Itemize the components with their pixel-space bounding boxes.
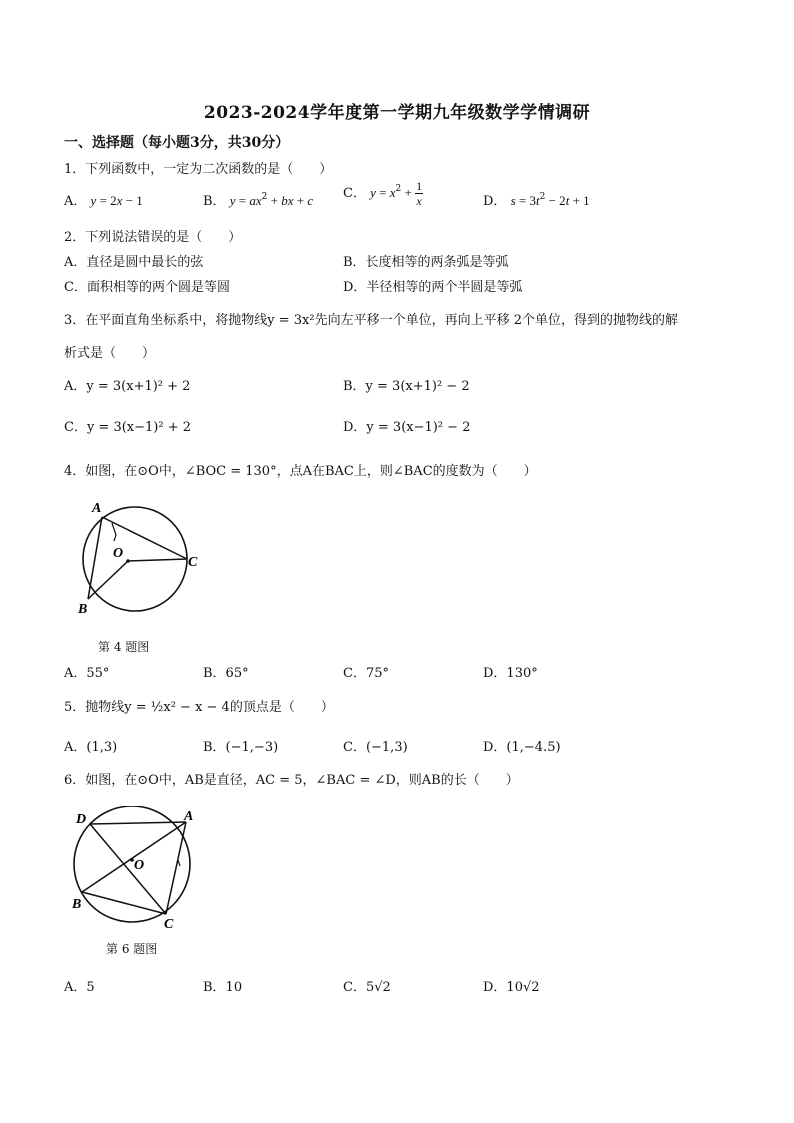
q1-option-a[interactable]: A． y = 2x − 1	[64, 193, 143, 209]
q6-label-d: D	[76, 812, 87, 827]
q2-option-a[interactable]: A．直径是圆中最长的弦	[64, 255, 204, 270]
q4-option-d[interactable]: D．130°	[483, 666, 538, 681]
q5-option-c[interactable]: C．(−1,3)	[343, 740, 408, 755]
q6-label-a: A	[184, 809, 194, 824]
option-label: B．	[203, 194, 226, 209]
q5-option-a[interactable]: A．(1,3)	[64, 740, 118, 755]
section-heading: 一、选择题（每小题3分，共30分）	[64, 135, 290, 151]
q4-stem: 4．如图，在⊙O中，∠BOC = 130°，点A在BAC上，则∠BAC的度数为（ ）	[64, 464, 537, 479]
q1-a-expr: y	[90, 193, 97, 208]
q4-circle-figure	[70, 495, 210, 620]
q6-option-b[interactable]: B．10	[203, 980, 243, 995]
q6-option-c[interactable]: C．5√2	[343, 980, 391, 995]
q6-label-o: O	[134, 858, 145, 873]
q4-label-b: B	[78, 602, 88, 617]
option-label: C．	[343, 186, 366, 201]
option-label: A．	[64, 194, 87, 209]
q3-option-a[interactable]: A．y = 3(x+1)² + 2	[64, 379, 191, 394]
q6-circle-figure	[66, 806, 206, 931]
q3-option-b[interactable]: B．y = 3(x+1)² − 2	[343, 379, 470, 394]
option-label: D．	[483, 194, 507, 209]
q6-stem: 6．如图，在⊙O中，AB是直径，AC = 5，∠BAC = ∠D，则AB的长（ ）	[64, 773, 519, 788]
q1-stem: 1．下列函数中，一定为二次函数的是（ ）	[64, 162, 333, 177]
page-title: 2023-2024学年度第一学期九年级数学学情调研	[203, 103, 591, 123]
q6-label-b: B	[72, 897, 82, 912]
q3-option-d[interactable]: D．y = 3(x−1)² − 2	[343, 420, 471, 435]
q1-option-d[interactable]: D． $s = 3t^2 - 2t + 1$	[483, 192, 590, 209]
q2-option-c[interactable]: C．面积相等的两个圆是等圆	[64, 280, 230, 295]
q4-option-a[interactable]: A．55°	[64, 666, 110, 681]
q2-option-d[interactable]: D．半径相等的两个半圆是等弧	[343, 280, 523, 295]
q6-label-c: C	[164, 917, 174, 931]
q4-label-o: O	[113, 546, 124, 561]
q1-option-b[interactable]: B． $y = ax^2$ + bx + c	[203, 192, 314, 209]
q2-stem: 2．下列说法错误的是（ ）	[64, 230, 242, 245]
q5-option-d[interactable]: D．(1,−4.5)	[483, 740, 561, 755]
q1-option-c[interactable]: C． $y = x^2$ + $\frac{1}{x}$	[343, 179, 423, 208]
q4-option-c[interactable]: C．75°	[343, 666, 389, 681]
q4-caption: 第 4 题图	[98, 640, 150, 654]
q6-caption: 第 6 题图	[106, 942, 158, 956]
q4-label-c: C	[188, 555, 198, 570]
q6-option-a[interactable]: A．5	[64, 980, 95, 995]
q5-option-b[interactable]: B．(−1,−3)	[203, 740, 279, 755]
q4-label-a: A	[92, 501, 102, 516]
q3-stem-line2: 析式是（ ）	[64, 346, 156, 361]
q2-option-b[interactable]: B．长度相等的两条弧是等弧	[343, 255, 509, 270]
q3-stem-line1: 3．在平面直角坐标系中，将抛物线y = 3x²先向左平移一个单位，再向上平移 2个单位，得到的抛物线的解	[64, 313, 678, 328]
q5-stem: 5．抛物线y = ½x² − x − 4的顶点是（ ）	[64, 700, 334, 715]
q4-option-b[interactable]: B．65°	[203, 666, 249, 681]
q3-option-c[interactable]: C．y = 3(x−1)² + 2	[64, 420, 191, 435]
q6-option-d[interactable]: D．10√2	[483, 980, 540, 995]
